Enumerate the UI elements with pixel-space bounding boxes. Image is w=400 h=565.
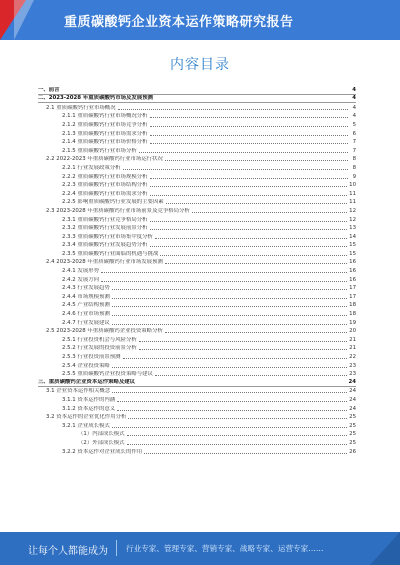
- toc-page-number: 11: [349, 199, 356, 206]
- toc-entry-title: 2.5.4 企业投资策略: [62, 362, 110, 369]
- toc-leader-dots: [112, 298, 347, 299]
- toc-entry-title: 2.1.4 重质碳酸钙行业市场价格分析: [62, 139, 148, 146]
- toc-page-number: 24: [349, 388, 356, 395]
- toc-entry[interactable]: [38, 95, 356, 104]
- toc-page-number: 25: [349, 439, 356, 446]
- toc-entry[interactable]: [38, 335, 356, 344]
- report-title: 重质碳酸钙企业资本运作策略研究报告: [64, 15, 294, 30]
- toc-entry[interactable]: [38, 189, 356, 198]
- toc-entry[interactable]: [38, 344, 356, 353]
- toc-entry-title: 2.1.2 重质碳酸钙行业市场竞争分析: [62, 121, 148, 128]
- toc-entry[interactable]: [38, 292, 356, 301]
- toc-entry-title: 二、2023-2028 年重质碳酸钙市场及发展预测: [38, 95, 153, 102]
- toc-leader-dots: [150, 229, 348, 230]
- toc-entry-title: 3.1 企业资本运作相关概念: [46, 388, 111, 395]
- toc-entry-title: 3.2.1 企业成长模式: [62, 422, 110, 429]
- toc-entry[interactable]: [38, 395, 356, 404]
- toc-page-number: 24: [349, 396, 356, 403]
- toc-entry[interactable]: [38, 413, 356, 422]
- toc-entry[interactable]: [38, 327, 356, 336]
- toc-leader-dots: [117, 410, 347, 411]
- toc-entry-title: 2.5.1 行业投资机会与风险分析: [62, 336, 137, 343]
- toc-leader-dots: [155, 375, 347, 376]
- toc-leader-dots: [150, 135, 348, 136]
- toc-entry[interactable]: [38, 309, 356, 318]
- toc-leader-dots: [137, 383, 346, 384]
- toc-entry[interactable]: [38, 275, 356, 284]
- toc-entry-title: 2.5.3 行业投资前景预测: [62, 354, 121, 360]
- toc-page-number: 6: [352, 130, 356, 137]
- toc-leader-dots: [118, 109, 348, 110]
- toc-page-number: 8: [352, 156, 356, 163]
- toc-entry-title: 2.3.2 重质碳酸钙行业发展前景分析: [62, 225, 148, 232]
- toc-entry-title: 2.4.1 发展形势: [62, 268, 99, 275]
- toc-page-number: 24: [348, 378, 356, 385]
- page-footer: [0, 532, 400, 565]
- toc-entry-title: 2.2.2 重质碳酸钙行业市场规模分析: [62, 173, 148, 180]
- toc-page-number: 26: [349, 448, 356, 455]
- toc-page-number: 13: [349, 225, 356, 232]
- toc-page-number: 5: [352, 121, 356, 128]
- toc-entry-title: 2.4 2023-2028 年重质碳酸钙行业市场发展预测: [46, 259, 163, 266]
- toc-page-number: 12: [349, 216, 356, 223]
- toc-entry-title: 2.2 2022-2023 年重质碳酸钙行业市场运行状况: [46, 156, 163, 163]
- toc-page-number: 25: [349, 422, 356, 429]
- toc-page-number: 24: [349, 405, 356, 412]
- toc-entry-title: 2.5 2023-2028 年重质碳酸钙企业投资策略分析: [46, 328, 163, 335]
- toc-entry[interactable]: [38, 266, 356, 275]
- toc-entry[interactable]: [38, 198, 356, 207]
- toc-entry[interactable]: [38, 155, 356, 164]
- toc-leader-dots: [62, 91, 348, 92]
- toc-entry[interactable]: [38, 352, 356, 361]
- toc-entry[interactable]: [38, 172, 356, 181]
- toc-leader-dots: [160, 255, 347, 256]
- toc-leader-dots: [165, 263, 347, 264]
- toc-leader-dots: [112, 427, 347, 428]
- toc-entry-title: 2.1 重质碳酸钙行业市场概况: [46, 104, 116, 111]
- toc-entry[interactable]: [38, 120, 356, 129]
- toc-entry-title: 2.1.1 重质碳酸钙行业市场概况分析: [62, 113, 148, 120]
- toc-page-number: 11: [349, 190, 356, 197]
- toc-entry[interactable]: [38, 318, 356, 327]
- toc-entry-title: 2.4.7 行业发展建议: [62, 319, 110, 326]
- toc-leader-dots: [101, 272, 347, 273]
- toc-page-number: 12: [349, 207, 356, 214]
- toc-page-number: 8: [352, 164, 356, 171]
- toc-page-number: 10: [349, 182, 356, 189]
- toc-entry-title: 2.4.5 产业结构预测: [62, 302, 110, 309]
- toc-entry-title: 一、前言: [38, 86, 60, 93]
- toc-entry[interactable]: [38, 103, 356, 112]
- toc-entry[interactable]: [38, 163, 356, 172]
- toc-entry-title: 2.2.5 影响重质碳酸钙行业发展的主要因素: [62, 199, 164, 206]
- toc-entry[interactable]: [38, 224, 356, 233]
- toc-entry[interactable]: [38, 258, 356, 267]
- toc-entry[interactable]: [38, 404, 356, 413]
- toc-entry-title: 2.3.4 重质碳酸钙行业发展趋势分析: [62, 242, 148, 249]
- toc-entry-title: 2.3.5 重质碳酸钙行业面临的机遇与挑战: [62, 250, 159, 257]
- toc-page-number: 15: [349, 250, 356, 257]
- toc-heading: 内容目录: [170, 57, 230, 73]
- toc-leader-dots: [192, 212, 347, 213]
- toc-entry[interactable]: [38, 284, 356, 293]
- toc-leader-dots: [144, 453, 347, 454]
- toc-entry[interactable]: [38, 361, 356, 370]
- toc-leader-dots: [150, 143, 348, 144]
- toc-page-number: 16: [349, 268, 356, 275]
- toc-leader-dots: [150, 246, 348, 247]
- toc-leader-dots: [127, 435, 348, 436]
- toc-entry-title: 2.4.6 行业市场预测: [62, 311, 110, 318]
- toc-page-number: 23: [349, 362, 356, 369]
- toc-entry[interactable]: [38, 138, 356, 147]
- toc-entry-title: 2.5.2 行业发展的投资前景分析: [62, 345, 137, 352]
- toc-leader-dots: [112, 392, 347, 393]
- toc-entry[interactable]: [38, 129, 356, 138]
- toc-page-number: 16: [349, 259, 356, 266]
- toc-page-number: 19: [349, 319, 356, 326]
- toc-page-number: 4: [352, 104, 356, 111]
- toc-entry-title: （2）外部成长模式: [78, 439, 125, 446]
- toc-leader-dots: [150, 186, 348, 187]
- toc-page-number: 18: [349, 302, 356, 309]
- toc-page-number: 17: [349, 285, 356, 292]
- toc-leader-dots: [139, 349, 347, 350]
- toc-leader-dots: [112, 315, 347, 316]
- toc-leader-dots: [123, 169, 348, 170]
- toc-leader-dots: [155, 99, 348, 100]
- toc-leader-dots: [166, 203, 347, 204]
- toc-entry-title: 2.1.5 重质碳酸钙行业市场分析: [62, 147, 137, 154]
- toc-entry[interactable]: [38, 241, 356, 250]
- toc-page-number: 22: [349, 354, 356, 360]
- toc-leader-dots: [139, 341, 347, 342]
- toc-leader-dots: [139, 152, 348, 153]
- toc-leader-dots: [150, 126, 348, 127]
- footer-expert-list: 行业专家、管理专家、营销专家、战略专家、运营专家……: [126, 544, 324, 553]
- toc-entry-title: 3.1.2 资本运作的意义: [62, 405, 116, 412]
- toc-leader-dots: [165, 160, 348, 161]
- toc-leader-dots: [128, 418, 347, 419]
- toc-leader-dots: [127, 444, 348, 445]
- toc-leader-dots: [150, 195, 348, 196]
- toc-page-number: 9: [352, 173, 356, 180]
- toc-entry-title: 2.3 2023-2028 年重质碳酸钙行业市场前景及竞争格局分析: [46, 207, 190, 214]
- toc-page-number: 17: [349, 293, 356, 300]
- toc-entry[interactable]: [38, 249, 356, 258]
- toc-entry-title: 2.4.2 发展方向: [62, 276, 99, 283]
- footer-corner-decoration: [370, 532, 400, 565]
- toc-entry[interactable]: [38, 301, 356, 310]
- toc-entry-title: 3.2.2 资本运作对企业成长的作用: [62, 448, 143, 455]
- toc-page-number: 25: [349, 414, 356, 421]
- toc-entry[interactable]: [38, 430, 356, 439]
- toc-page-number: 25: [349, 431, 356, 438]
- toc-entry-title: 3.1.1 资本运作的内涵: [62, 396, 116, 403]
- toc-entry-title: 2.3.1 重质碳酸钙行业竞争格局分析: [62, 216, 148, 223]
- toc-leader-dots: [123, 358, 348, 359]
- page-header: [0, 0, 400, 40]
- toc-page-number: 4: [352, 113, 356, 120]
- toc-entry-title: 2.2.3 重质碳酸钙行业市场结构分析: [62, 182, 148, 189]
- toc-entry[interactable]: [38, 206, 356, 215]
- toc-entry-title: 2.2.4 重质碳酸钙行业市场需求分析: [62, 190, 148, 197]
- toc-leader-dots: [150, 117, 348, 118]
- toc-leader-dots: [112, 289, 347, 290]
- toc-entry-title: 3.2 资本运作的企业优化作用分析: [46, 414, 127, 421]
- toc-entry-title: 2.2.1 行业发展政策分析: [62, 164, 121, 171]
- toc-page-number: 21: [349, 345, 356, 352]
- toc-entry[interactable]: [38, 232, 356, 241]
- toc-entry[interactable]: [38, 112, 356, 121]
- toc-leader-dots: [101, 281, 347, 282]
- toc-page-number: 23: [349, 371, 356, 378]
- toc-leader-dots: [112, 324, 347, 325]
- toc-page-number: 14: [349, 233, 356, 240]
- toc-entry[interactable]: [38, 438, 356, 447]
- table-of-contents: [38, 86, 356, 456]
- toc-leader-dots: [117, 401, 347, 402]
- toc-page-number: 4: [352, 95, 356, 102]
- toc-entry-title: 三、重质碳酸钙企业资本运作策略及建议: [38, 378, 136, 385]
- toc-entry[interactable]: [38, 447, 356, 456]
- toc-entry-title: 2.4.4 市场规模预测: [62, 293, 110, 300]
- toc-page-number: 20: [349, 328, 356, 335]
- toc-leader-dots: [112, 306, 347, 307]
- toc-page-number: 18: [349, 311, 356, 318]
- toc-page-number: 7: [352, 139, 356, 146]
- toc-entry[interactable]: [38, 378, 356, 387]
- toc-entry[interactable]: [38, 86, 356, 95]
- toc-entry-title: 2.4.3 行业发展趋势: [62, 285, 110, 292]
- toc-leader-dots: [165, 332, 347, 333]
- header-stripe-decoration: [14, 0, 34, 40]
- toc-page-number: 15: [349, 242, 356, 249]
- toc-entry-title: （1）内部成长模式: [78, 431, 125, 438]
- toc-entry[interactable]: [38, 421, 356, 430]
- toc-leader-dots: [150, 221, 348, 222]
- footer-divider: [116, 540, 117, 556]
- toc-entry[interactable]: [38, 387, 356, 396]
- toc-entry[interactable]: [38, 370, 356, 379]
- toc-entry-title: 2.3.3 重质碳酸钙行业市场集中度分析: [62, 233, 153, 240]
- toc-page-number: 21: [349, 336, 356, 343]
- toc-entry[interactable]: [38, 215, 356, 224]
- toc-entry[interactable]: [38, 181, 356, 190]
- toc-entry[interactable]: [38, 146, 356, 155]
- footer-slogan: 让每个人都能成为: [28, 546, 108, 557]
- toc-entry-title: 2.1.3 重质碳酸钙行业市场需求分析: [62, 130, 148, 137]
- toc-leader-dots: [112, 367, 347, 368]
- toc-page-number: 16: [349, 276, 356, 283]
- toc-entry-title: 2.5.5 重质碳酸钙企业投资策略与建议: [62, 371, 153, 378]
- toc-leader-dots: [155, 238, 347, 239]
- toc-page-number: 4: [352, 86, 356, 93]
- toc-leader-dots: [150, 178, 348, 179]
- toc-page-number: 7: [352, 147, 356, 154]
